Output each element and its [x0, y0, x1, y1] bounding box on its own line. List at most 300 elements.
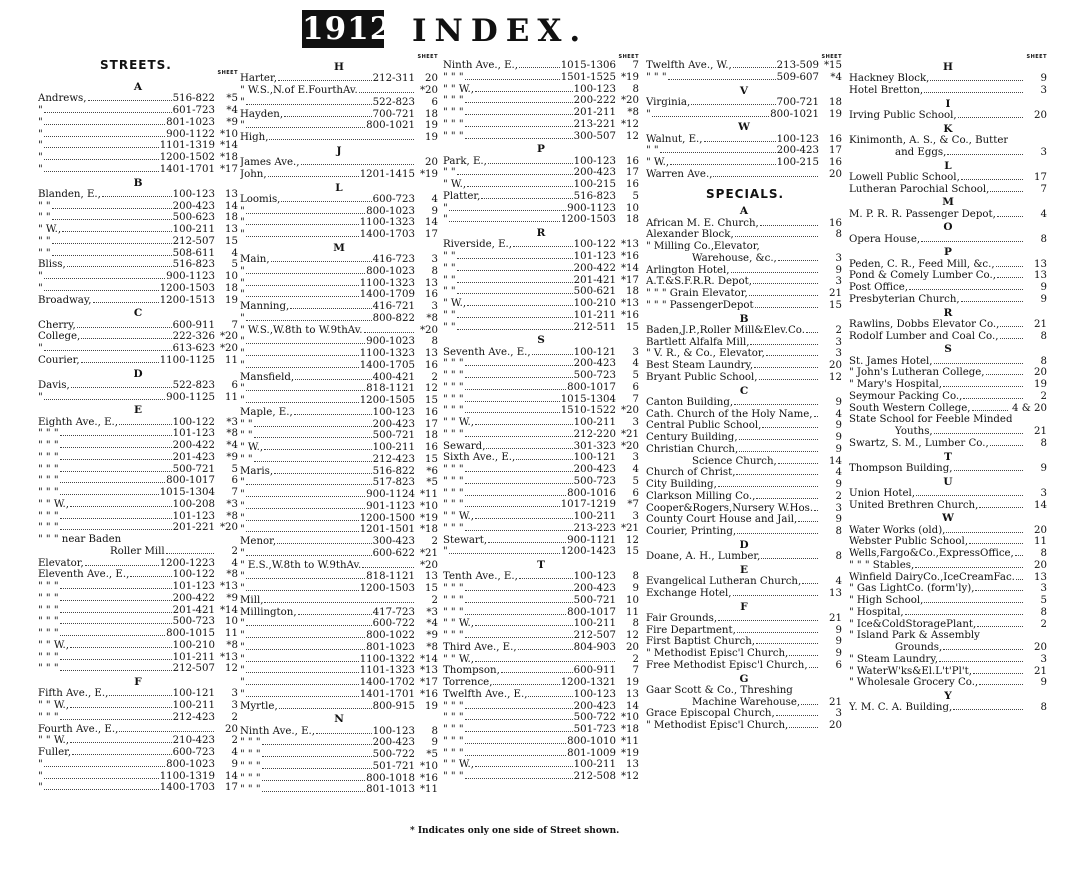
leader-dots [465, 471, 573, 472]
sheet-number: *21 [620, 428, 639, 440]
leader-dots [990, 445, 1023, 446]
index-entry [646, 97, 842, 109]
sheet-number: *13 [620, 239, 639, 251]
index-entry [443, 452, 639, 464]
sheet-number: 13 [425, 277, 438, 289]
entry-name: " [240, 120, 245, 132]
number-range: 200-423 [776, 145, 819, 157]
entry-name: " " " [38, 592, 59, 604]
index-entry [240, 157, 438, 169]
number-range: 1017-1219 [560, 499, 616, 511]
entry-name: " " " [443, 71, 464, 83]
index-entry [38, 759, 238, 771]
number-range: 101-123 [172, 581, 215, 592]
entry-name: Lowell Public School, [849, 171, 960, 183]
index-entry [240, 560, 438, 572]
index-entry [38, 475, 238, 487]
entry-name: " " " [38, 428, 59, 440]
index-entry [849, 583, 1047, 595]
number-range: 416-723 [372, 254, 415, 265]
entry-name: " Ice&ColdStoragePlant, [849, 618, 977, 630]
entry-name: " [240, 524, 245, 536]
number-range: 1015-1304 [159, 487, 215, 498]
sheet-number: 13 [425, 348, 438, 359]
letter-heading: W [942, 512, 954, 525]
leader-dots [246, 285, 359, 286]
entry-name: Warren Ave., [646, 168, 713, 180]
index-entry [240, 726, 438, 738]
index-entry [38, 628, 238, 640]
sheet-number: 6 [231, 379, 238, 391]
leader-dots [60, 600, 172, 601]
index-entry [38, 640, 238, 652]
number-range: 800-1017 [567, 381, 616, 393]
entry-name: " Island Park & Assembly [849, 630, 980, 642]
leader-dots [1000, 326, 1023, 327]
entry-name: Maple, E., [240, 406, 293, 418]
leader-dots [290, 308, 371, 309]
leader-dots [465, 436, 573, 437]
index-entry [240, 169, 438, 181]
leader-dots [943, 386, 1023, 387]
index-entry [240, 407, 438, 419]
entry-name: " [240, 583, 245, 594]
entry-name: South Western College, [849, 402, 971, 414]
number-range: 100-210 [172, 639, 215, 651]
entry-name: Baden,J.P.,Roller Mill&Elev.Co. [646, 324, 805, 336]
entry-name: " " W., [38, 498, 70, 510]
entry-name: " " " [240, 760, 261, 772]
entry-name: Water Works (old), [849, 524, 946, 536]
leader-dots [246, 224, 359, 225]
leader-dots [465, 614, 567, 615]
sheet-number: 13 [626, 688, 639, 700]
entry-name: " " W., [443, 511, 475, 522]
index-entry [38, 534, 238, 546]
sheet-number: 3 [231, 688, 238, 700]
number-range: 517-823 [372, 477, 415, 489]
sheet-number: 4 [835, 467, 842, 479]
sheet-number: 2 [431, 536, 438, 547]
leader-dots [924, 602, 1023, 603]
index-entry [849, 73, 1047, 85]
sheet-number: 19 [1034, 379, 1047, 390]
sheet-label: SHEET [417, 54, 438, 60]
specials-column-1 [646, 54, 842, 830]
index-entry [443, 642, 639, 654]
entry-name: College, [38, 331, 81, 343]
index-entry [443, 595, 639, 607]
leader-dots [70, 647, 172, 648]
number-range: 200-423 [573, 464, 616, 475]
number-range: 900-1123 [567, 202, 616, 214]
sheet-number: 8 [835, 526, 842, 537]
leader-dots [254, 437, 372, 438]
sheet-number: *20 [419, 559, 438, 571]
sheet-number: 9 [231, 758, 238, 770]
leader-dots [516, 459, 572, 460]
entry-name: " W., [646, 157, 670, 168]
sheet-number: 19 [425, 700, 438, 712]
sheet-number: *19 [620, 747, 639, 759]
letter-heading: W [738, 121, 750, 134]
leader-dots [789, 655, 818, 656]
number-range: 500-723 [573, 475, 616, 487]
sheet-number: 10 [225, 271, 238, 282]
index-entry [240, 466, 438, 478]
index-entry [240, 501, 438, 513]
sheet-number: 12 [425, 383, 438, 395]
entry-name: " [38, 782, 43, 794]
letter-heading: L [944, 159, 952, 172]
leader-dots [60, 588, 172, 589]
index-entry [38, 782, 238, 794]
letter-heading: N [334, 713, 344, 726]
index-entry [849, 500, 1047, 512]
number-range: 201-421 [172, 604, 215, 616]
entry-name: " [240, 383, 245, 395]
index-entry [443, 347, 639, 359]
leader-dots [246, 625, 372, 626]
index-entry [240, 689, 438, 701]
leader-dots [465, 602, 573, 603]
number-range: 800-1023 [366, 205, 415, 217]
sheet-number: 18 [425, 108, 438, 120]
leader-dots [704, 141, 776, 142]
sheet-number: 9 [431, 205, 438, 217]
index-entry [38, 380, 238, 392]
sheet-number: 3 [835, 348, 842, 360]
index-entry [240, 489, 438, 501]
index-entry [443, 523, 639, 535]
letter-heading: F [740, 600, 748, 613]
sheet-number: 20 [1034, 110, 1047, 121]
entry-name: " [240, 630, 245, 641]
index-entry [849, 619, 1047, 631]
entry-name: Union Hotel, [849, 487, 915, 499]
index-entry [849, 147, 1047, 159]
entry-name: " [240, 96, 245, 108]
index-entry [38, 331, 238, 343]
entry-name: Kinimonth, A. S., & Co., Butter [849, 135, 1009, 146]
number-range: 212-508 [573, 771, 616, 782]
index-entry [240, 383, 438, 395]
leader-dots [467, 186, 573, 187]
sheet-number: 6 [632, 381, 639, 393]
entry-name: Free Methodist Episc'l Church, [646, 659, 808, 671]
index-entry [240, 132, 438, 144]
number-range: 100-211 [573, 759, 616, 771]
entry-name: " " " [443, 130, 464, 142]
sheet-number: 7 [632, 60, 639, 71]
entry-name: " Steam Laundry, [849, 653, 938, 665]
entry-name: Thompson, [443, 665, 500, 677]
entry-name: Grace Episcopal Church, [646, 708, 775, 720]
index-entry [646, 648, 842, 660]
index-entry [38, 605, 238, 617]
leader-dots [246, 649, 365, 650]
sheet-number: *3 [426, 606, 438, 618]
letter-heading: M [333, 241, 345, 254]
entry-name: Arlington Hotel, [646, 264, 730, 276]
entry-name: " " " [646, 71, 667, 83]
sheet-number: 15 [626, 546, 639, 558]
letter-heading: O [943, 221, 953, 234]
index-entry [38, 152, 238, 164]
entry-name: A.T.&S.F.R.R. Depot, [646, 276, 753, 288]
index-entry [240, 301, 438, 313]
entry-name: County Court House and Jail, [646, 514, 798, 526]
leader-dots [979, 507, 1023, 508]
index-entry [646, 708, 842, 720]
index-entry [240, 454, 438, 466]
entry-name: " Milling Co.,Elevator, [646, 241, 760, 252]
specials-column-2 [849, 54, 1047, 830]
leader-dots [905, 614, 1023, 615]
number-range: 800-1022 [366, 630, 415, 641]
entry-name: " " [38, 235, 51, 247]
letter-heading: D [739, 538, 749, 551]
leader-dots [81, 338, 171, 339]
sheet-number: 10 [225, 616, 238, 628]
number-range: 212-507 [573, 630, 616, 641]
index-entry [38, 117, 238, 129]
number-range: 600-622 [372, 547, 415, 559]
entry-name: Evangelical Lutheran Church, [646, 576, 802, 587]
number-range: 801-1023 [366, 641, 415, 653]
sheet-number: *19 [620, 71, 639, 83]
number-range: 800-1018 [366, 772, 415, 784]
entry-name: Wells,Fargo&Co.,ExpressOffice, [849, 548, 1014, 559]
entry-name: " " [443, 274, 456, 286]
entry-name: Youths, [895, 426, 933, 437]
sheet-number: *16 [419, 688, 438, 700]
sheet-number: 9 [1040, 293, 1047, 305]
entry-name: Park, E., [443, 155, 487, 167]
leader-dots [70, 707, 172, 708]
sheet-number: 3 [1040, 85, 1047, 96]
index-entry [443, 251, 639, 263]
entry-name: " [443, 202, 448, 214]
index-entry [849, 488, 1047, 500]
leader-dots [93, 302, 159, 303]
sheet-number: 20 [1034, 642, 1047, 653]
index-entry [38, 712, 238, 724]
number-range: 1510-1522 [560, 405, 616, 417]
sheet-number: *13 [219, 581, 238, 592]
entry-name: Peden, C. R., Feed Mill, &c., [849, 258, 995, 270]
number-range: 212-423 [372, 453, 415, 465]
number-range: 200-423 [573, 700, 616, 712]
leader-dots [301, 164, 414, 165]
index-entry [38, 236, 238, 248]
index-entry [849, 259, 1047, 271]
entry-name: Myrtle, [240, 700, 278, 712]
entry-name: Courier, [38, 354, 80, 366]
entry-name: " [38, 282, 43, 294]
leader-dots [691, 104, 775, 105]
sheet-number: 11 [225, 628, 238, 639]
number-range: 500-721 [573, 594, 616, 606]
entry-name: " [38, 758, 43, 770]
entry-name: " John's Lutheran College, [849, 367, 985, 379]
leader-dots [954, 470, 1024, 471]
index-entry [38, 295, 238, 307]
leader-dots [493, 684, 559, 685]
leader-dots [465, 138, 573, 139]
number-range: 1100-1319 [159, 770, 215, 782]
entry-name: Fifth Ave., E., [38, 688, 109, 700]
index-entry [240, 85, 438, 97]
leader-dots [457, 329, 573, 330]
leader-dots [70, 506, 172, 507]
index-entry [443, 712, 639, 724]
number-range: 212-423 [172, 711, 215, 723]
sheet-number: 19 [425, 132, 438, 143]
index-entry [38, 164, 238, 176]
sheet-number: *4 [426, 618, 438, 630]
sheet-number: 7 [632, 393, 639, 405]
number-range: 600-911 [172, 319, 215, 331]
sheet-number: 2 [1040, 618, 1047, 630]
entry-name: " [240, 641, 245, 653]
index-entry [849, 367, 1047, 379]
index-entry [240, 513, 438, 525]
sheet-number: 2 [231, 545, 238, 557]
entry-name: Eleventh Ave., E., [38, 569, 130, 581]
sheet-number: 9 [835, 396, 842, 408]
leader-dots [465, 102, 573, 103]
leader-dots [52, 243, 172, 244]
sheet-number: 8 [632, 571, 639, 583]
number-range: 300-507 [573, 130, 616, 142]
leader-dots [759, 379, 819, 380]
index-entry [646, 265, 842, 277]
leader-dots [739, 439, 818, 440]
index-entry [240, 595, 438, 607]
number-range: 213-509 [776, 60, 819, 71]
index-entry [646, 60, 842, 72]
leader-dots [246, 355, 359, 356]
sheet-number: *18 [219, 152, 238, 163]
entry-name: Irving Public School, [849, 110, 957, 121]
number-range: 101-211 [172, 651, 215, 663]
index-entry [240, 395, 438, 407]
entry-name: African M. E. Church, [646, 217, 759, 229]
leader-dots [457, 282, 573, 283]
index-entry [38, 724, 238, 736]
sheet-number: 17 [425, 418, 438, 430]
number-range: 516-822 [172, 93, 215, 105]
sheet-number: 2 [431, 371, 438, 383]
letter-heading: E [739, 563, 748, 576]
sheet-label: SHEET [618, 54, 639, 60]
sheet-number: *14 [219, 140, 238, 152]
streets-column-1 [38, 60, 238, 830]
leader-dots [130, 576, 171, 577]
leader-dots [798, 521, 818, 522]
sheet-number: 15 [626, 321, 639, 333]
sheet-number: 14 [225, 200, 238, 212]
index-entry [240, 737, 438, 749]
sheet-number: 17 [1034, 171, 1047, 183]
entry-name: Winfield DairyCo.,IceCreamFac. [849, 571, 1015, 583]
sheet-number: *9 [426, 630, 438, 641]
sheet-number: 5 [632, 190, 639, 202]
sheet-number: 17 [425, 229, 438, 240]
leader-dots [262, 756, 372, 757]
sheet-number: 9 [835, 264, 842, 276]
sheet-number: 15 [425, 453, 438, 465]
index-entry [443, 203, 639, 215]
index-entry [646, 325, 842, 337]
number-range: 700-721 [372, 108, 415, 120]
index-entry [646, 397, 842, 409]
sheet-number: 3 [1040, 487, 1047, 499]
number-range: 100-210 [573, 298, 616, 309]
leader-dots [996, 266, 1023, 267]
leader-dots [909, 289, 1023, 290]
leader-dots [246, 104, 372, 105]
sheet-number: *9 [226, 451, 238, 463]
entry-name: " Hospital, [849, 606, 904, 618]
leader-dots [760, 225, 818, 226]
sheet-number: 5 [231, 259, 238, 271]
sheet-number: *8 [226, 639, 238, 651]
entry-name: " " " [38, 463, 59, 475]
sheet-number: 4 [1040, 208, 1047, 220]
number-range: 800-1017 [166, 475, 215, 487]
number-range: 801-1013 [366, 784, 415, 796]
sheet-number: 3 [632, 452, 639, 464]
leader-dots [246, 320, 372, 321]
entry-name: Stewart, [443, 534, 488, 546]
index-entry [646, 72, 842, 84]
sheet-number: 3 [632, 511, 639, 522]
entry-name: Main, [240, 254, 270, 265]
index-entry [443, 286, 639, 298]
sheet-number: *14 [620, 262, 639, 274]
leader-dots [961, 301, 1023, 302]
index-entry [443, 476, 639, 488]
index-entry [38, 343, 238, 355]
entry-name: Harter, [240, 73, 277, 85]
index-entry [240, 701, 438, 713]
entry-name: " " [38, 247, 51, 259]
sheet-number: 9 [835, 443, 842, 455]
leader-dots [44, 124, 165, 125]
entry-name: John, [240, 168, 267, 180]
entry-name: Manning, [240, 301, 290, 312]
index-entry [443, 191, 639, 203]
sheet-number: *20 [219, 331, 238, 343]
number-range: 522-823 [372, 96, 415, 108]
number-range: 1100-1323 [359, 217, 415, 229]
number-range: 801-1009 [567, 747, 616, 759]
number-range: 101-123 [573, 251, 616, 262]
index-entry [849, 391, 1047, 403]
entry-name: Webster Public School, [849, 536, 969, 548]
sheet-number: 3 [632, 346, 639, 358]
index-entry [240, 360, 438, 372]
sheet-number: 2 [835, 324, 842, 336]
sheet-number: 8 [1040, 437, 1047, 449]
leader-dots [1016, 579, 1023, 580]
number-range: 800-1023 [366, 265, 415, 277]
entry-name: " " " [443, 428, 464, 440]
sheet-number: 11 [626, 606, 639, 618]
leader-dots [60, 447, 172, 448]
